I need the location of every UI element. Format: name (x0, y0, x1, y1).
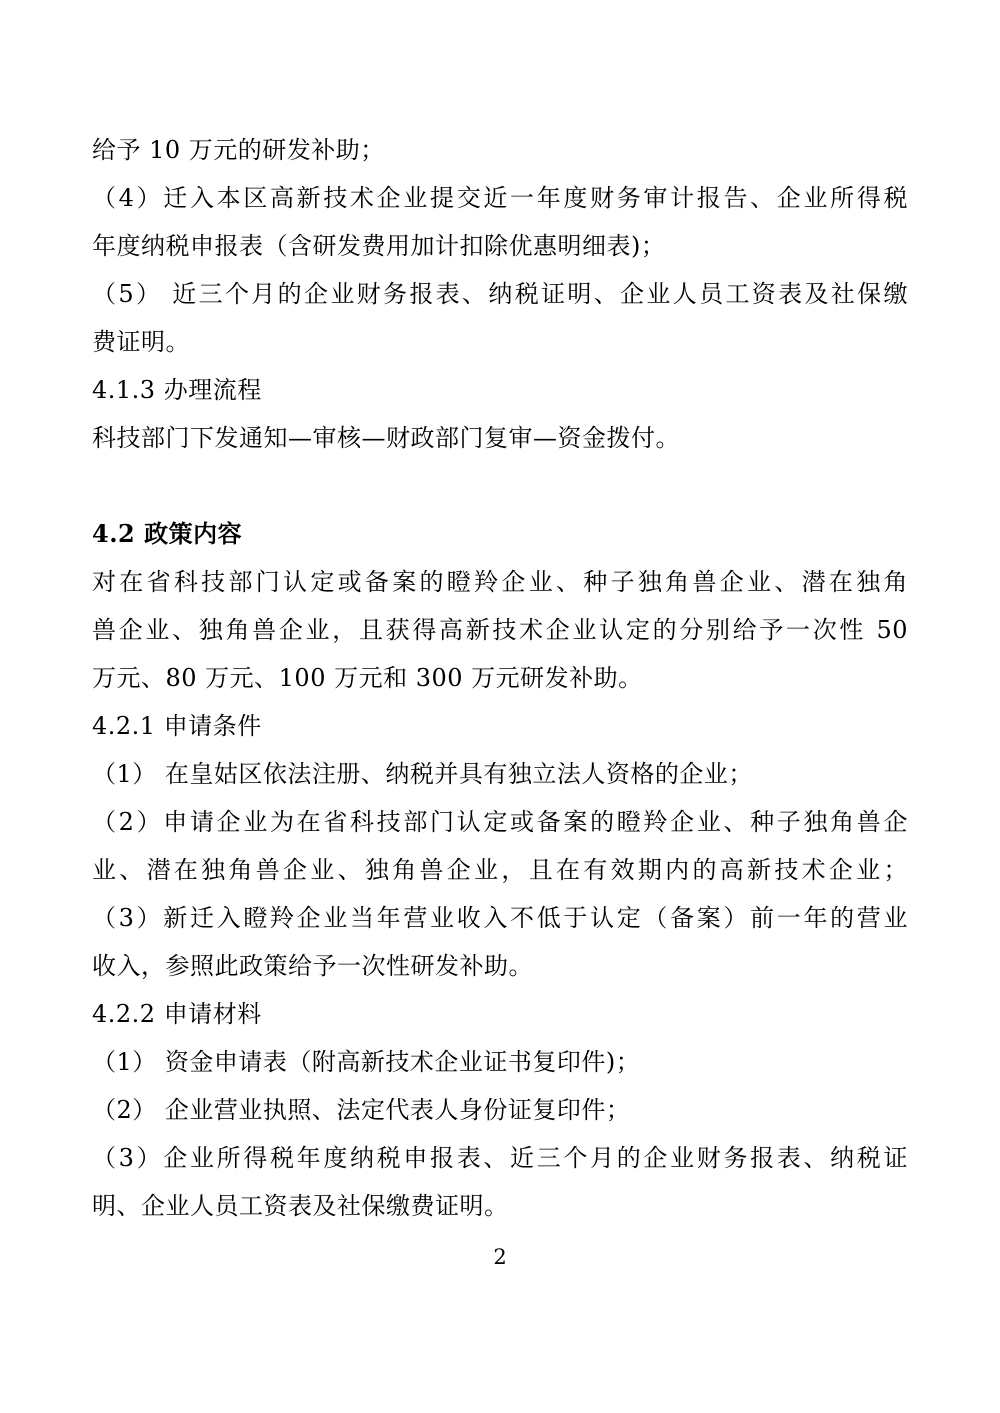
heading-4-2: 4.2 政策内容 (92, 519, 243, 548)
list-item-line: （5） 近三个月的企业财务报表、纳税证明、企业人员工资表及社保缴 (92, 280, 908, 308)
paragraph-line: 收入，参照此政策给予一次性研发补助。 (92, 952, 533, 980)
list-item-line: （3）企业所得税年度纳税申报表、近三个月的企业财务报表、纳税证 (92, 1144, 908, 1172)
heading-4-2-2: 4.2.2 申请材料 (92, 1000, 262, 1028)
paragraph-line: 明、企业人员工资表及社保缴费证明。 (92, 1192, 509, 1220)
list-item-line: （3）新迁入瞪羚企业当年营业收入不低于认定（备案）前一年的营业 (92, 904, 908, 932)
list-item-line: （1） 在皇姑区依法注册、纳税并具有独立法人资格的企业； (92, 760, 753, 788)
document-body (92, 126, 908, 1230)
paragraph-line: 万元、80 万元、100 万元和 300 万元研发补助。 (92, 664, 643, 692)
list-item-line: （2） 企业营业执照、法定代表人身份证复印件； (92, 1096, 631, 1124)
paragraph-line: 对在省科技部门认定或备案的瞪羚企业、种子独角兽企业、潜在独角 (92, 568, 908, 596)
paragraph-line: 给予 10 万元的研发补助； (92, 136, 385, 164)
blank-line (92, 462, 908, 510)
list-item-line: （1） 资金申请表（附高新技术企业证书复印件)； (92, 1048, 641, 1076)
list-item-line: 业、潜在独角兽企业、独角兽企业，且在有效期内的高新技术企业； (92, 856, 908, 884)
paragraph-line: 年度纳税申报表（含研发费用加计扣除优惠明细表)； (92, 232, 666, 260)
page-number: 2 (493, 1245, 507, 1269)
heading-4-2-1: 4.2.1 申请条件 (92, 712, 262, 740)
heading-4-1-3: 4.1.3 办理流程 (92, 376, 262, 404)
list-item-line: （2）申请企业为在省科技部门认定或备案的瞪羚企业、种子独角兽企 (92, 808, 908, 836)
list-item-line: （4）迁入本区高新技术企业提交近一年度财务审计报告、企业所得税 (92, 184, 908, 212)
paragraph-line: 兽企业、独角兽企业，且获得高新技术企业认定的分别给予一次性 50 (92, 616, 908, 644)
paragraph-line: 科技部门下发通知—审核—财政部门复审—资金拨付。 (92, 424, 680, 452)
paragraph-line: 费证明。 (92, 328, 190, 356)
